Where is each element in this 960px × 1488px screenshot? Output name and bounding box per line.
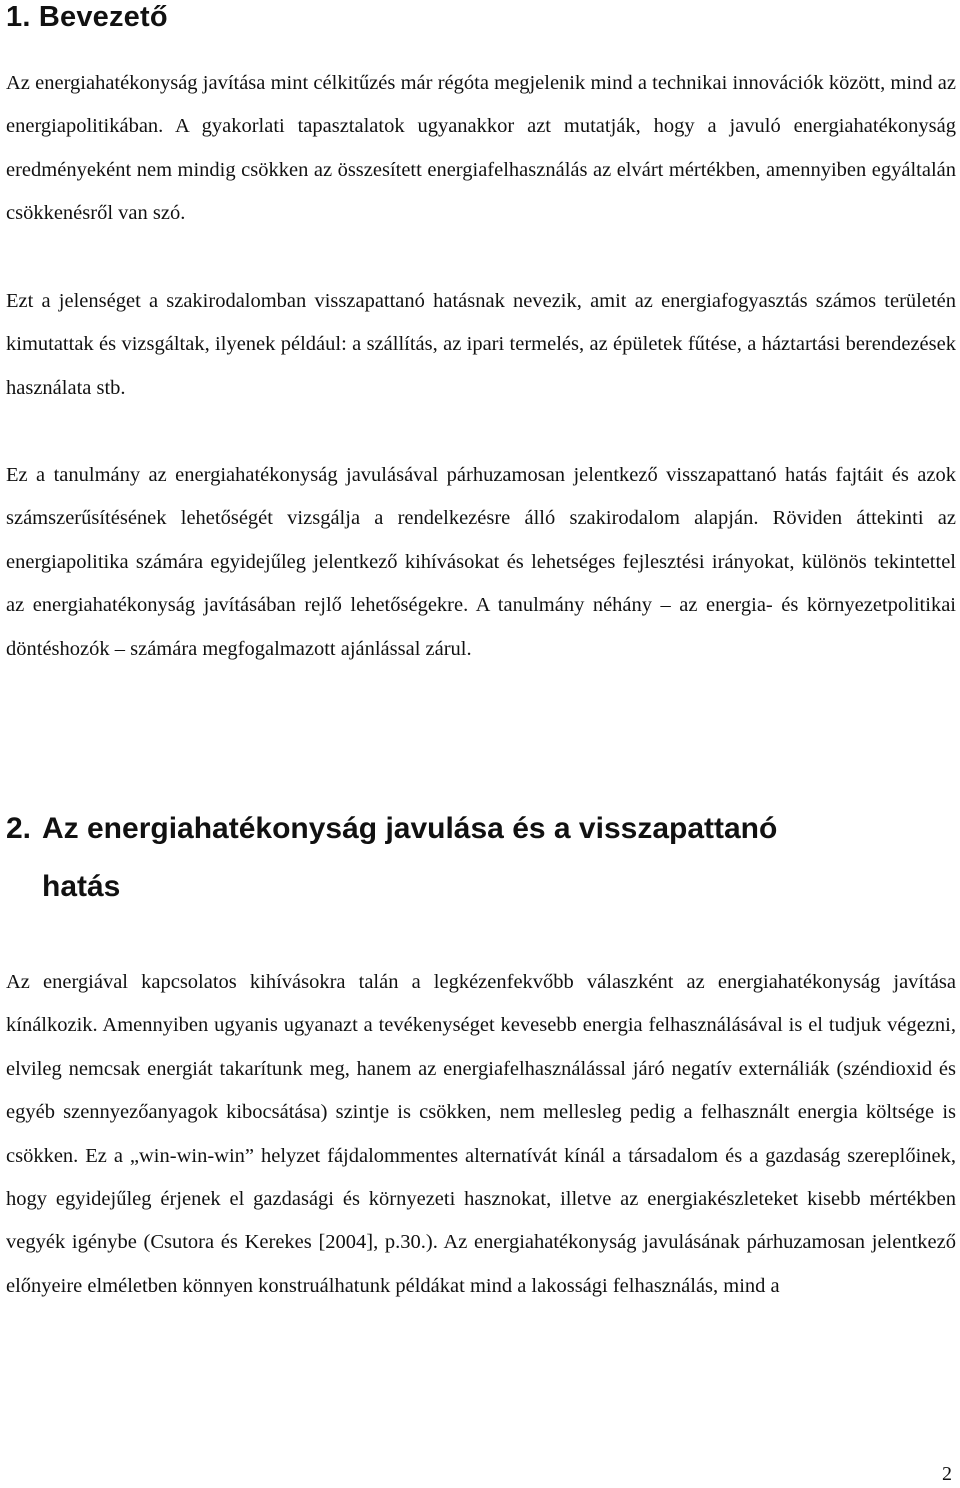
section-1-heading: 1. Bevezető — [6, 1, 168, 33]
intro-paragraph-2: Ezt a jelenséget a szakirodalomban visszapattanó hatásnak nevezik, amit az energiafogyasztás számos területén kimutattak és vizsgáltak, ilyenek például: a szállítás, az ipari termelés, az épületek fűtése, a háztartási berendezések használata stb. — [6, 290, 956, 399]
section-2-paragraph-1: Az energiával kapcsolatos kihívásokra talán a legkézenfekvőbb válaszként az energiahatékonyság javítása kínálkozik. Amennyiben ugyanis ugyanazt a tevékenységet kevesebb energia felhasználásával is el tudjuk végezni, elvileg nemcsak energiát takarítunk meg, hanem az energiafelhasználással járó negatív externáliák (széndioxid és egyéb szennyezőanyagok kibocsátása) szintje is csökken, nem mellesleg pedig a felhasznált energia költsége is csökken. Ez a „win-win-win” helyzet fájdalommentes alternatívát kínál a társadalom és a gazdaság szereplőinek, hogy egyidejűleg érjenek el gazdasági és környezeti hasznokat, illetve az energiakészleteket kisebb mértékben vegyék igénybe (Csutora és Kerekes [2004], p.30.). Az energiahatékonyság javulásának párhuzamosan jelentkező előnyeire elméletben könnyen konstruálhatunk példákat mind a lakossági felhasználás, mind a — [6, 971, 956, 1297]
section-2-heading — [6, 800, 956, 916]
section-2-title-line-1: Az energiahatékonyság javulása és a visszapattanó — [42, 812, 778, 845]
intro-paragraph-1: Az energiahatékonyság javítása mint célkitűzés már régóta megjelenik mind a technikai innovációk között, mind az energiapolitikában. A gyakorlati tapasztalatok ugyanakkor azt mutatják, hogy a javuló energiahatékonyság eredményeként nem mindig csökken az összesített energiafelhasználás az elvárt mértékben, amennyiben egyáltalán csökkenésről van szó. — [6, 72, 956, 225]
section-2-title-line-2: hatás — [42, 870, 121, 903]
intro-paragraph-3: Ez a tanulmány az energiahatékonyság javulásával párhuzamosan jelentkező visszapattanó hatás fajtáit és azok számszerűsítésének lehetőségét vizsgálja a rendelkezésre álló szakirodalom alapján. Röviden áttekinti az energiapolitika számára egyidejűleg jelentkező kihívásokat és lehetséges fejlesztési irányokat, különös tekintettel az energiahatékonyság javításában rejlő lehetőségekre. A tanulmány néhány – az energia- és környezetpolitikai döntéshozók – számára megfogalmazott ajánlással zárul. — [6, 464, 956, 660]
page-number: 2 — [942, 1463, 952, 1485]
section-2-number: 2. — [6, 812, 32, 845]
